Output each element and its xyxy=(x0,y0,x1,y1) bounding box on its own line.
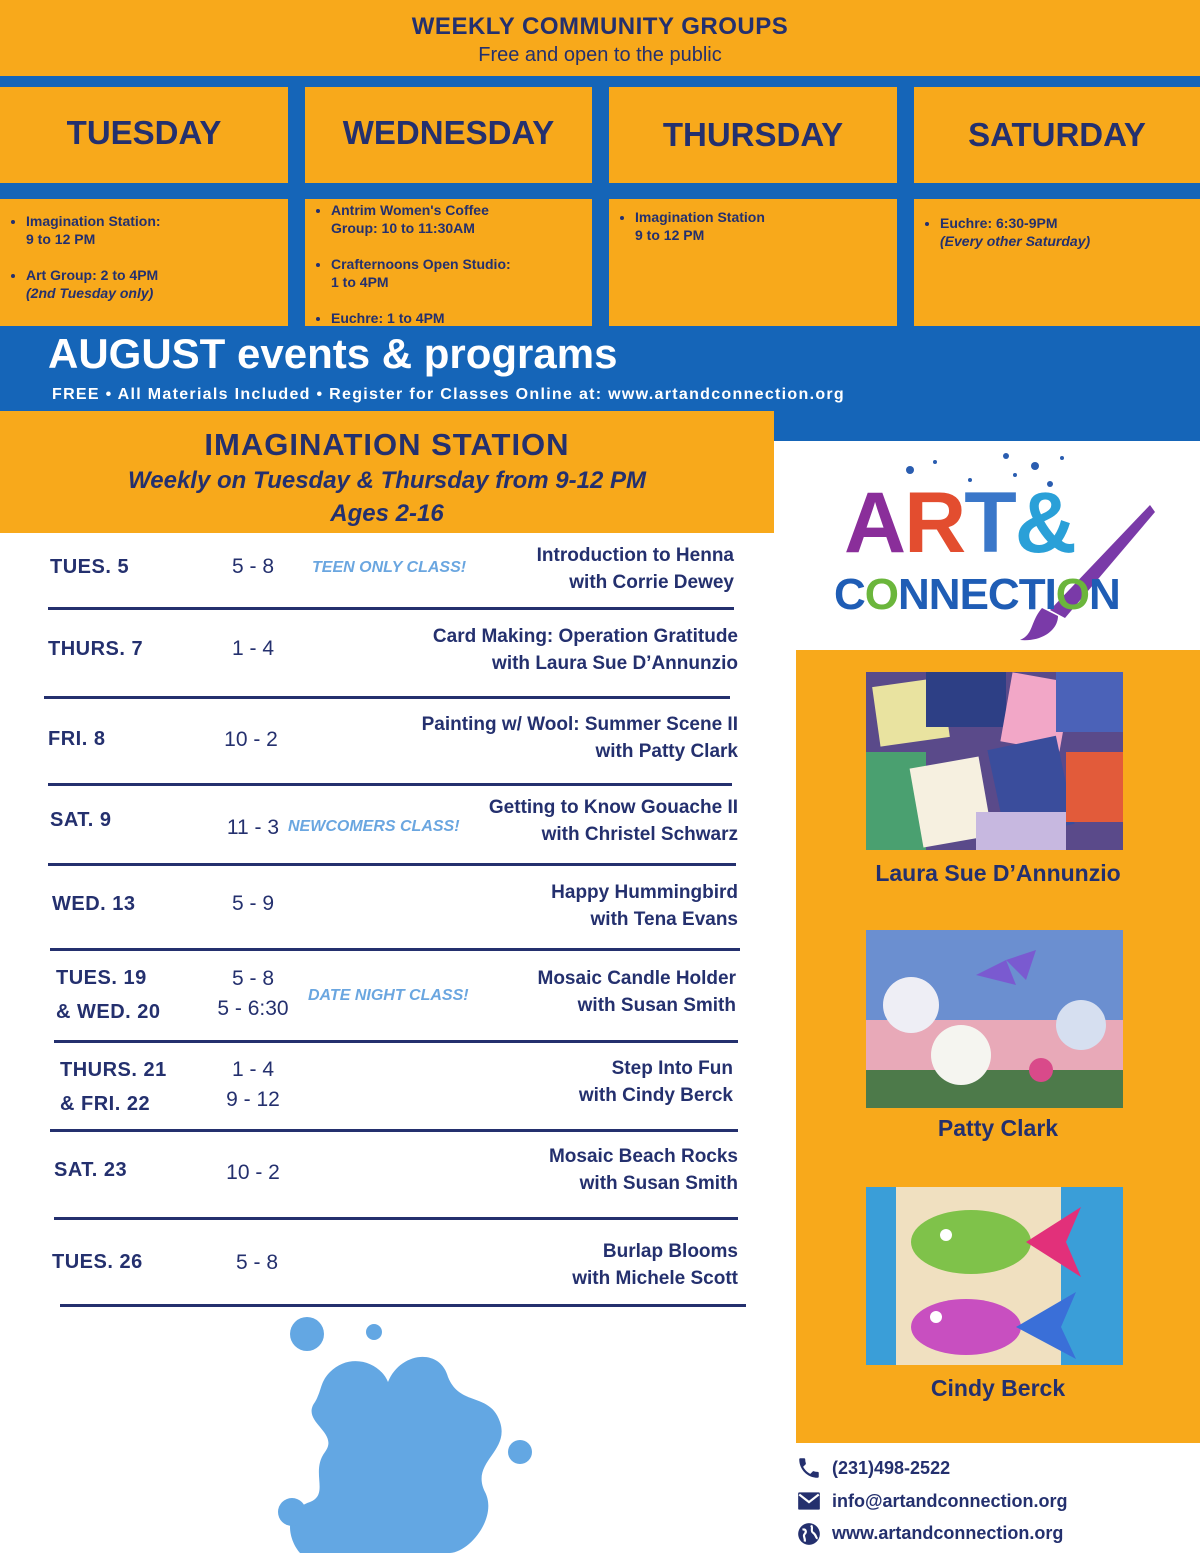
day-header-saturday: SATURDAY xyxy=(914,87,1200,183)
row-divider xyxy=(50,948,740,951)
row-divider xyxy=(50,1129,738,1132)
event-time: 10 - 2 xyxy=(224,728,278,751)
artist-photo-patty xyxy=(866,930,1123,1108)
list-item: • Euchre: 6:30-9PM (Every other Saturday) xyxy=(940,214,1200,250)
row-divider xyxy=(48,783,732,786)
event-date: FRI. 8 xyxy=(48,728,106,750)
day-header-thursday: THURSDAY xyxy=(609,87,897,183)
schedule-saturday xyxy=(914,199,1200,326)
event-time: 1 - 4 xyxy=(231,637,275,660)
thank-you-cards-image xyxy=(866,672,1123,850)
logo-art-text: ART& xyxy=(844,475,1075,571)
email-icon xyxy=(796,1488,822,1514)
event-class: Step Into Fun with Cindy Berck xyxy=(578,1058,733,1106)
event-class: Burlap Blooms with Michele Scott xyxy=(572,1241,738,1289)
day-header-tuesday: TUESDAY xyxy=(0,87,288,183)
imagination-schedule: Weekly on Tuesday & Thursday from 9-12 PM xyxy=(128,467,646,494)
event-class: Painting w/ Wool: Summer Scene II with Patty Clark xyxy=(421,714,738,762)
paint-splash-icon xyxy=(270,1312,570,1553)
weekly-groups-title: WEEKLY COMMUNITY GROUPS xyxy=(411,13,789,40)
list-item: • Antrim Women's Coffee Group: 10 to 11:30AM xyxy=(331,201,592,237)
event-class: Getting to Know Gouache II with Christel Schwarz xyxy=(488,797,738,845)
event-class: Card Making: Operation Gratitude with Laura Sue D’Annunzio xyxy=(432,626,738,674)
list-item: • Art Group: 2 to 4PM (2nd Tuesday only) xyxy=(26,266,288,302)
event-class: Mosaic Beach Rocks with Susan Smith xyxy=(548,1146,738,1194)
august-title: AUGUST events & programs xyxy=(48,330,618,377)
event-time: 5 - 8 5 - 6:30 xyxy=(217,967,289,1020)
event-time: 5 - 9 xyxy=(231,892,275,915)
event-date: TUES. 26 xyxy=(52,1251,143,1273)
row-divider xyxy=(44,696,730,699)
event-time: 10 - 2 xyxy=(226,1161,280,1184)
globe-icon xyxy=(796,1521,822,1547)
august-subtitle: FREE • All Materials Included • Register for Classes Online at: www.artandconnection.org xyxy=(52,386,845,403)
day-header-wednesday: WEDNESDAY xyxy=(305,87,592,183)
website-link[interactable]: www.artandconnection.org xyxy=(832,1523,1064,1543)
event-class: Mosaic Candle Holder with Susan Smith xyxy=(537,968,736,1016)
artist-photo-laura xyxy=(866,672,1123,850)
event-time: 1 - 4 9 - 12 xyxy=(226,1058,280,1111)
event-class: Happy Hummingbird with Tena Evans xyxy=(551,882,738,930)
list-item: • Imagination Station 9 to 12 PM xyxy=(635,208,897,244)
row-divider xyxy=(60,1304,746,1307)
event-time: 5 - 8 xyxy=(235,1251,279,1274)
event-date: SAT. 9 xyxy=(50,809,112,831)
phone-icon xyxy=(796,1455,822,1481)
schedule-thursday xyxy=(609,199,897,326)
event-time: 5 - 8 xyxy=(231,555,275,578)
logo-connection-text: CONNECTION xyxy=(834,570,1120,619)
weekly-groups-subtitle: Free and open to the public xyxy=(478,44,722,66)
event-date: WED. 13 xyxy=(52,893,136,915)
weekly-groups-header xyxy=(0,0,1200,76)
event-date: SAT. 23 xyxy=(54,1159,128,1181)
artist-photo-cindy xyxy=(866,1187,1123,1365)
fish-painting-image xyxy=(866,1187,1123,1365)
event-date: TUES. 5 xyxy=(50,556,130,578)
event-tag: NEWCOMERS CLASS! xyxy=(288,818,460,835)
artist-name: Cindy Berck xyxy=(930,1375,1066,1401)
phone-link[interactable]: (231)498-2522 xyxy=(832,1458,951,1478)
event-date: TUES. 19 & WED. 20 xyxy=(56,967,161,1023)
email-link[interactable]: info@artandconnection.org xyxy=(832,1491,1068,1511)
wool-flowers-image xyxy=(866,930,1123,1108)
list-item: • Crafternoons Open Studio: 1 to 4PM xyxy=(331,255,592,291)
event-date: THURS. 21 & FRI. 22 xyxy=(60,1059,167,1115)
artist-name: Laura Sue D’Annunzio xyxy=(875,860,1121,886)
event-time: 11 - 3 xyxy=(226,816,280,839)
list-item: • Euchre: 1 to 4PM xyxy=(331,309,592,327)
schedule-wednesday xyxy=(305,199,592,326)
event-tag: DATE NIGHT CLASS! xyxy=(308,987,469,1004)
logo xyxy=(820,450,1180,645)
row-divider xyxy=(48,863,736,866)
schedule-tuesday xyxy=(0,199,288,326)
imagination-title: IMAGINATION STATION xyxy=(204,427,570,462)
row-divider xyxy=(48,607,734,610)
event-tag: TEEN ONLY CLASS! xyxy=(312,559,467,576)
row-divider xyxy=(54,1217,738,1220)
event-date: THURS. 7 xyxy=(48,638,144,660)
event-class: Introduction to Henna with Corrie Dewey xyxy=(536,545,734,593)
artist-name: Patty Clark xyxy=(937,1115,1059,1141)
list-item: • Imagination Station: 9 to 12 PM xyxy=(26,212,288,248)
row-divider xyxy=(54,1040,738,1043)
imagination-ages: Ages 2-16 xyxy=(330,500,444,527)
imagination-station-header xyxy=(0,411,774,533)
